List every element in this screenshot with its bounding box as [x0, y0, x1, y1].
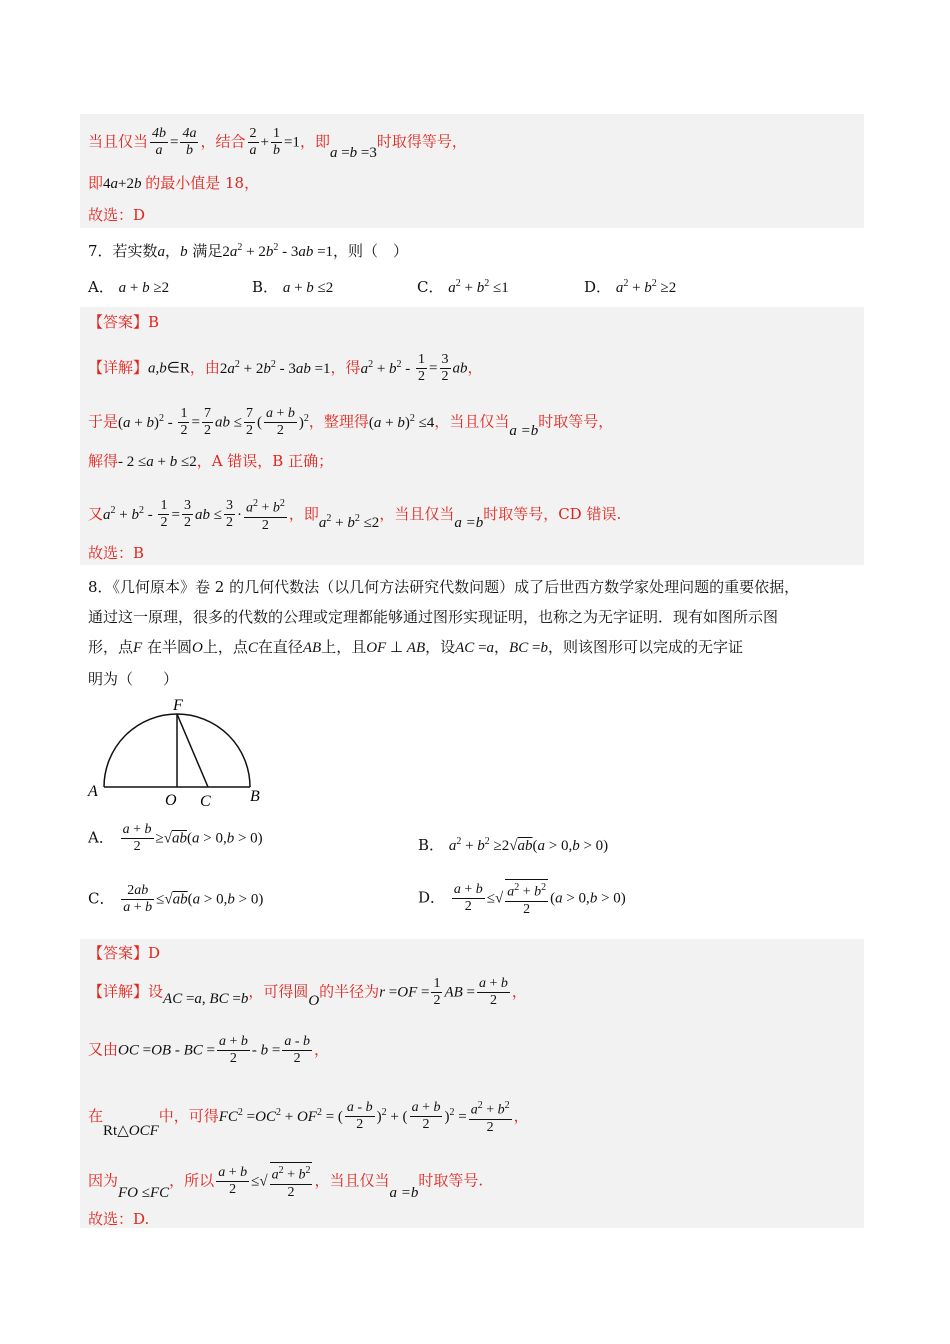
- q8-detail-3: 在Rt△OCF中，可得$FC^2 =OC^2 + OF^2$ = ( $\frac{a - b}{2}$ )$^2$ + ( $\frac{a + b}{2}$ )$^2$ = $\frac{a^2 + b^2}{2}$ ，: [88, 1100, 529, 1139]
- label-a: A: [88, 783, 98, 800]
- q8-option-d[interactable]: D． $\frac{a + b}{2}$ ≤√ $\frac{a^2 + b^2}{2}$ (a > 0,b > 0): [418, 879, 626, 918]
- q8-stem-4: 明为（ ）: [88, 670, 179, 688]
- q7-detail-2: 于是$(a + b)^2$ - $\frac{1}{2}$ = $\frac{7}{2}$ ab ≤ $\frac{7}{2}$ ( $\frac{a + b}{2}$ )$^2$，整理得$(a + b)^2 \le 4$，当且仅当a =b时取等号，: [88, 406, 614, 439]
- q8-detail-2: 又由OC =OB - BC = $\frac{a + b}{2}$ - b = $\frac{a - b}{2}$ ，: [88, 1034, 330, 1066]
- q6-line1: 当且仅当 $\frac{4b}{a}$ = $\frac{4a}{b}$ ，结合 $\frac{2}{a}$ + $\frac{1}{b}$ =1，即a =b =3时取得等号，: [88, 126, 467, 161]
- q7-detail-3: 解得- 2 ≤a + b ≤2，A 错误，B 正确；: [88, 452, 334, 470]
- q8-stem-1: 8．《几何原本》卷 2 的几何代数法（以几何方法研究代数问题）成了后世西方数学家处理问题的重要依据，: [88, 578, 800, 596]
- q8-option-a[interactable]: A． $\frac{a + b}{2}$ ≥√ab(a > 0,b > 0): [88, 822, 263, 854]
- q7-option-d[interactable]: D． $a^2 + b^2 \ge 2$: [584, 278, 677, 296]
- q7-detail-4: 又$a^2 + b^2$ - $\frac{1}{2}$ = $\frac{3}{2}$ ab ≤ $\frac{3}{2}$ · $\frac{a^2 + b^2}{2}$ ，即$a^2 + b^2 \le 2$，当且仅当a =b时取等号，CD 错误.: [88, 498, 622, 533]
- q7-answer: 【答案】B: [88, 313, 160, 331]
- q7-stem: 7．若实数a，b 满足$2a^2 + 2b^2 - 3ab =1$，则（ ）: [88, 242, 409, 260]
- q7-detail-1: 【详解】a,b∈R，由$2a^2 + 2b^2 - 3ab =1$，得$a^2 + b^2$ - $\frac{1}{2}$ = $\frac{3}{2}$ ab，: [88, 352, 483, 384]
- q6-choice: 故选：D: [88, 206, 146, 224]
- label-b: B: [250, 788, 260, 805]
- q8-detail-4: 因为FO ≤FC，所以 $\frac{a + b}{2}$ ≤√ $\frac{a^2 + b^2}{2}$ ，当且仅当a =b时取等号.: [88, 1162, 483, 1201]
- q7-option-b[interactable]: B． a + b ≤2: [252, 278, 334, 296]
- q7-option-c[interactable]: C． $a^2 + b^2 \le 1$: [417, 278, 509, 296]
- q7-choice: 故选：B: [88, 544, 145, 562]
- q8-detail-1: 【详解】设AC =a, BC =b，可得圆O的半径为r =OF = $\frac{1}{2}$ AB = $\frac{a + b}{2}$ ，: [88, 976, 527, 1009]
- q8-answer: 【答案】D: [88, 944, 161, 962]
- q8-stem-3: 形，点F 在半圆O上，点C在直径AB上，且OF ⊥ AB，设AC =a，BC =b，则该图形可以完成的无字证: [88, 638, 743, 656]
- label-o: O: [165, 792, 177, 809]
- segment-fc: [177, 714, 208, 787]
- q8-stem-2: 通过这一原理，很多的代数的公理或定理都能够通过图形实现证明，也称之为无字证明．现有如图所示图: [88, 608, 779, 626]
- q8-option-c[interactable]: C． $\frac{2ab}{a + b}$ ≤√ab(a > 0,b > 0): [88, 883, 264, 915]
- q6-line2: 即4a+2b 的最小值是 18，: [88, 174, 260, 192]
- q8-choice: 故选：D.: [88, 1210, 150, 1228]
- label-f: F: [173, 697, 183, 714]
- q7-option-a[interactable]: A． a + b ≥2: [88, 278, 170, 296]
- q8-option-b[interactable]: B． $a^2 + b^2 \ge 2√ab(a > 0,b > 0)$: [418, 836, 609, 854]
- label-c: C: [200, 793, 211, 810]
- semicircle-figure: [84, 694, 274, 812]
